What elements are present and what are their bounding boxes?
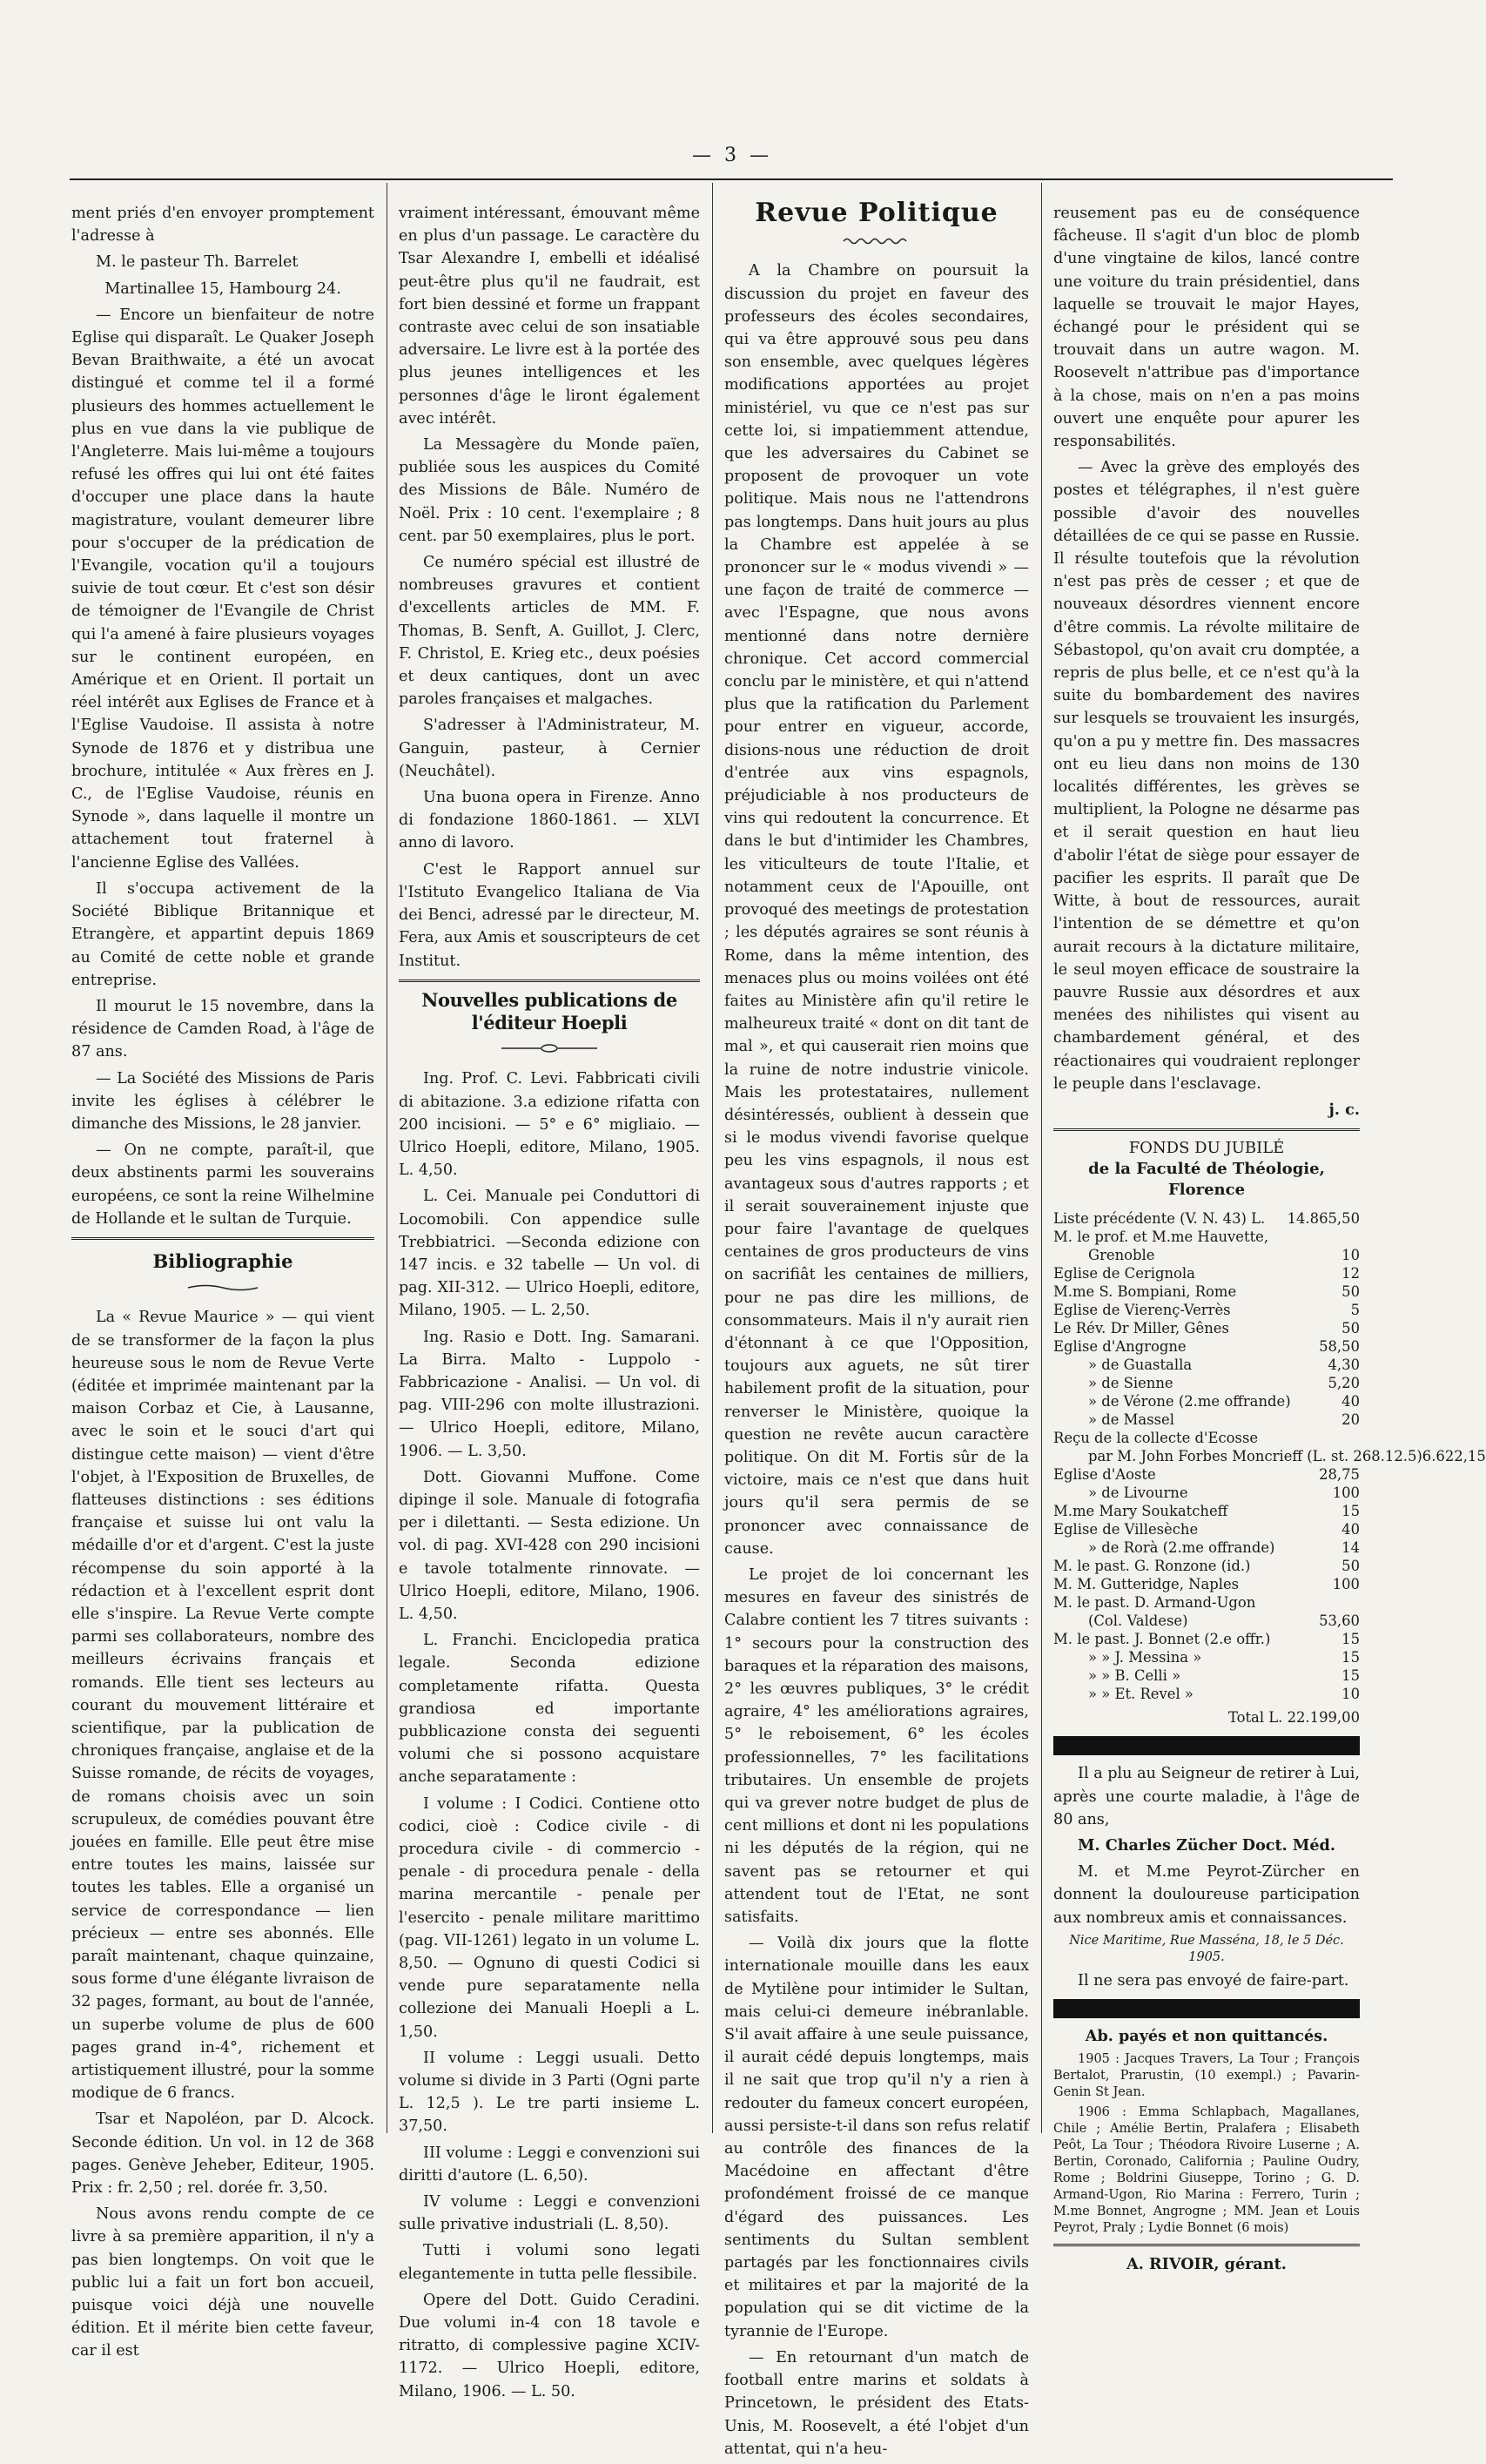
ornament-icon xyxy=(724,230,1029,252)
column-3 xyxy=(724,198,1029,2464)
section-title: Nouvelles publications de l'éditeur Hoepli xyxy=(421,988,677,1033)
paragraph: reusement pas eu de conséquence fâcheuse. Il s'agit d'un bloc de plomb d'une vingtaine de kilos, lancé contre une voiture du train présidentiel, dans laquelle se trouvait le major Hayes, échangé pour le président qui se trouvait dans un autre wagon. M. Roosevelt n'attribue pas d'importance à la chose, mais on n'en a pas moins ouvert une enquête pour apurer les responsabilités. xyxy=(1053,205,1360,451)
jubile-donor: » de Sienne xyxy=(1088,1375,1173,1392)
jubile-donor: M. le past. D. Armand-Ugon xyxy=(1053,1594,1256,1612)
paragraph: C'est le Rapport annuel sur l'Istituto Evangelico Italiana de Via dei Benci, adressé par le directeur, M. Fera, aux Amis et souscripteurs de cet Institut. xyxy=(399,860,700,970)
paragraph: — Voilà dix jours que la flotte internationale mouille dans les eaux de Mytilène pour intimider le Sultan, mais celui-ci demeure inébranlable. S'il avait affaire à une seule puissance, il aurait cédé depuis longtemps, mais il ne sait que trop qu'il n'y a rien à redouter du fameux concert européen, aussi persiste-t-il dans son refus relatif au contrôle des finances de la Macédoine en affectant d'être profondément froissé de ce manque d'égard des puissances. Les sentiments du Sultan semblent partagés par les fonctionnaires civils et militaires et par la majorité de la population qui se dit victime de la tyrannie de l'Europe. xyxy=(724,1935,1029,2340)
jubile-row xyxy=(1053,1538,1360,1557)
jubile-donor: » de Guastalla xyxy=(1088,1357,1193,1374)
jubile-donor: Le Rév. Dr Miller, Gênes xyxy=(1053,1320,1229,1337)
jubile-donor: Grenoble xyxy=(1088,1247,1155,1264)
jubile-donor: M.me Mary Soukatcheff xyxy=(1053,1503,1228,1520)
column-2 xyxy=(399,202,700,2407)
jubile-amount: 15 xyxy=(1341,1631,1360,1648)
jubile-row xyxy=(1053,1429,1360,1447)
jubile-donor: Eglise de Cerignola xyxy=(1053,1265,1195,1282)
jubile-amount xyxy=(1299,1593,1360,1612)
jubile-amount: 40 xyxy=(1341,1393,1360,1410)
jubile-donor: (Col. Valdese) xyxy=(1088,1612,1188,1630)
paragraph: ment priés d'en envoyer promptement l'adresse à xyxy=(71,205,374,246)
paragraph: I volume : I Codici. Contiene otto codici, cioè : Codice civile - di procedura civile - di commercio - penale - di procedura penale - della marina mercantile - penale per l'esercito - penale militare marittimo (pag. VII-1261) legato in un volume L. 8,50. — Ognuno di questi Codici si vende pure separatamente nella collezione dei Manuali Hoepli a L. 1,50. xyxy=(399,1794,700,2041)
jubile-amount: 4,30 xyxy=(1328,1357,1360,1374)
header-rule xyxy=(70,178,1393,180)
jubile-donor: » » Et. Revel » xyxy=(1088,1686,1194,1703)
section-divider xyxy=(1053,2244,1360,2246)
mourning-bar xyxy=(1053,1736,1360,1755)
jubile-row xyxy=(1053,1337,1360,1356)
jubile-row xyxy=(1053,1575,1360,1593)
deceased-name: M. Charles Zücher Doct. Méd. xyxy=(1077,1835,1335,1855)
jubile-row xyxy=(1053,1465,1360,1484)
jubile-amount: 10 xyxy=(1341,1247,1360,1264)
jubile-row xyxy=(1053,1392,1360,1410)
paragraph: — La Société des Missions de Paris invite les églises à célébrer le dimanche des Missions, le 28 janvier. xyxy=(71,1069,374,1133)
paragraph: Il a plu au Seigneur de retirer à Lui, après une courte maladie, à l'âge de 80 ans, xyxy=(1053,1765,1360,1828)
jubile-row xyxy=(1053,1447,1486,1465)
jubile-donor: » » J. Messina » xyxy=(1088,1649,1202,1666)
mourning-bar xyxy=(1053,1999,1360,2018)
jubile-amount xyxy=(1299,1228,1360,1246)
jubile-row xyxy=(1053,1612,1360,1630)
paragraph: Tutti i volumi sono legati elegantemente in tutta pelle flessibile. xyxy=(399,2242,700,2283)
paragraph: L. Cei. Manuale pei Conduttori di Locomobili. Con appendice sulle Trebbiatrici. —Seconda edizione con 147 incis. e 32 tabelle — Un vol. di pag. XII-312. — Ulrico Hoepli, editore, Milano, 1905. — L. 2,50. xyxy=(399,1188,700,1320)
jubile-row xyxy=(1053,1209,1360,1228)
paragraph: Il ne sera pas envoyé de faire-part. xyxy=(1078,1971,1349,1989)
jubile-amount: 53,60 xyxy=(1319,1612,1360,1630)
jubile-row xyxy=(1053,1593,1360,1612)
jubile-amount: 15 xyxy=(1341,1503,1360,1520)
jubile-amount: 20 xyxy=(1341,1411,1360,1429)
subscriptions-title: Ab. payés et non quittancés. xyxy=(1085,2026,1328,2045)
jubile-donor: » de Rorà (2.me offrande) xyxy=(1088,1539,1275,1557)
column-1 xyxy=(71,202,374,2366)
jubile-donor: M. le prof. et M.me Hauvette, xyxy=(1053,1229,1269,1246)
subscriptions-1905: 1905 : Jacques Travers, La Tour ; François Bertalot, Prarustin, (10 exempl.) ; Pavarin-Genin St Jean. xyxy=(1053,2052,1360,2100)
paragraph: M. et M.me Peyrot-Zürcher en donnent la douloureuse participation aux nombreux amis et connaissances. xyxy=(1053,1863,1360,1927)
jubile-amount: 58,50 xyxy=(1319,1338,1360,1356)
jubile-amount: 100 xyxy=(1332,1484,1360,1502)
jubile-amount: 100 xyxy=(1332,1576,1360,1593)
section-divider xyxy=(1053,1128,1360,1131)
jubile-donor: Reçu de la collecte d'Ecosse xyxy=(1053,1430,1259,1447)
jubile-title-line: FONDS DU JUBILÉ xyxy=(1128,1139,1285,1158)
paragraph: A la Chambre on poursuit la discussion du projet en faveur des professeurs des écoles secondaires, qui va être approuvé sous peu dans son ensemble, avec quelques légères modifications apportées au projet ministériel, vu que ce n'est pas sur cette loi, si impatiemment attendue, que les adversaires du Cabinet se proposent de provoquer un vote politique. Mais nous ne l'attendrons pas longtemps. Dans huit jours au plus la Chambre est appelée à se prononcer sur le « modus vivendi » — une façon de traité de commerce — avec l'Espagne, que nous avons mentionné dans notre dernière chronique. Cet accord commercial conclu par le ministère, et qui n'attend plus que la ratification du Parlement pour entrer en vigueur, accorde, disions-nous une réduction de droit d'entrée aux vins espagnols, préjudiciable à nos producteurs de vins qui redoutent la concurrence. Et dans le but d'intimider les Chambres, les viticulteurs de toute l'Italie, et notamment ceux de l'Apouille, ont provoqué des meetings de protestation ; les députés agraires se sont réunis à Rome, dans la même intention, des menaces plus ou moins voilées ont été faites au Ministère afin qu'il retire le malheureux traité « dont on dit tant de mal », et qui causerait rien moins que la ruine de notre industrie vinicole. Mais les protestataires, nullement désintéressés, oublient à dessein que si le modus vivendi favorise quelque peu les vins espagnols, il nous est avantageux sous d'autres rapports ; et il serait souverainement injuste que pour faire l'avantage de quelques centaines de gros producteurs de vins on sacrifiât les centaines de milliers, pour ne pas dire les millions, de consommateurs. Mais il n'y aurait rien d'étonnant à ce que l'Opposition, toujours aux aguets, ne sût tirer habilement profit de la situation, pour renverser le Ministère, quoique la question ne revête aucun caractère politique. On dit M. Fortis sûr de la victoire, mais ce n'est que dans huit jours qu'il sera permis de se prononcer avec connaissance de cause. xyxy=(724,262,1029,1558)
paragraph: Ing. Prof. C. Levi. Fabbricati civili di abitazione. 3.a edizione rifatta con 200 incisioni. — 5° e 6° migliaio. — Ulrico Hoepli, editore, Milano, 1905. L. 4,50. xyxy=(399,1070,700,1180)
jubile-row xyxy=(1053,1685,1360,1703)
jubile-row xyxy=(1053,1648,1360,1666)
ornament-icon xyxy=(399,1038,700,1060)
paragraph: Dott. Giovanni Muffone. Come dipinge il sole. Manuale di fotografia per i dilettanti. — Sesta edizione. Un vol. di pag. XVI-428 con 290 incisioni e tavole totalmente rinnovate. — Ulrico Hoepli, editore, Milano, 1906. L. 4,50. xyxy=(399,1468,700,1623)
signature: j. c. xyxy=(1328,1100,1360,1119)
ornament-icon xyxy=(71,1276,374,1299)
jubile-row xyxy=(1053,1666,1360,1685)
jubile-row xyxy=(1053,1264,1360,1282)
paragraph: Tsar et Napoléon, par D. Alcock. Seconde édition. Un vol. in 12 de 368 pages. Genève Jeheber, Editeur, 1905. Prix : fr. 2,50 ; rel. dorée fr. 3,50. xyxy=(71,2111,374,2198)
paragraph: Opere del Dott. Guido Ceradini. Due volumi in-4 con 18 tavole e ritratto, di complessive pagine XCIV-1172. — Ulrico Hoepli, editore, Milano, 1906. — L. 50. xyxy=(399,2291,700,2400)
paragraph: Una buona opera in Firenze. Anno di fondazione 1860-1861. — XLVI anno di lavoro. xyxy=(399,789,700,852)
jubile-amount: 50 xyxy=(1341,1283,1360,1301)
jubile-amount: 14.865,50 xyxy=(1287,1210,1360,1228)
jubile-row xyxy=(1053,1502,1360,1520)
jubile-row xyxy=(1053,1410,1360,1429)
jubile-amount: 50 xyxy=(1341,1320,1360,1337)
jubile-donor: Liste précédente (V. N. 43) L. xyxy=(1053,1210,1266,1228)
paragraph: La « Revue Maurice » — qui vient de se transformer de la façon la plus heureuse sous le nom de Revue Verte (éditée et imprimée maintenant par la maison Corbaz et Cie, à Lausanne, avec le soin et le souci d'art qui distingue cette maison) — vient d'être l'objet, à l'Exposition de Bruxelles, de flatteuses distinctions : ses éditions française et suisse lui ont valu la médaille d'or et d'argent. C'est la juste récompense du soin apporté à la rédaction et à l'excellent esprit dont elle s'inspire. La Revue Verte compte parmi ses collaborateurs, nombre des meilleurs écrivains français et romands. Elle tient ses lecteurs au courant du mouvement littéraire et scientifique, par la publication de chroniques française, anglaise et de la Suisse romande, de récits de voyages, de romans choisis avec un soin scrupuleux, de comédies pouvant être jouées en famille. Elle peut être mise entre toutes les mains, laissée sur toutes les tables. Elle a organisé un service de correspondance — lien précieux — entre ses abonnés. Elle paraît maintenant, chaque quinzaine, sous forme d'une élégante livraison de 32 pages, formant, au bout de l'année, un superbe volume de plus de 600 pages grand in-4°, richement et artistiquement illustré, pour la somme modique de 6 francs. xyxy=(71,1309,374,2103)
column-rule xyxy=(712,183,713,2133)
jubile-row xyxy=(1053,1484,1360,1502)
jubile-row xyxy=(1053,1557,1360,1575)
jubile-amount: 15 xyxy=(1341,1667,1360,1685)
paragraph: Il s'occupa activement de la Société Biblique Britannique et Etrangère, et appartint depuis 1869 au Comité de cette noble et grande entreprise. xyxy=(71,879,374,989)
jubile-donor: M. le past. J. Bonnet (2.e offr.) xyxy=(1053,1631,1271,1648)
jubile-subtitle: de la Faculté de Théologie, Florence xyxy=(1088,1160,1325,1200)
column-rule xyxy=(1041,183,1042,2133)
jubile-donor: » de Massel xyxy=(1088,1411,1174,1429)
jubile-donor: Eglise de Villesèche xyxy=(1053,1521,1199,1538)
jubile-donor: Eglise d'Aoste xyxy=(1053,1466,1156,1484)
section-divider xyxy=(71,1237,374,1240)
jubile-list xyxy=(1053,1209,1486,1703)
paragraph: — Avec la grève des employés des postes et télégraphes, il n'est guère possible d'avoir des nouvelles détaillées de ce qui se passe en Russie. Il résulte toutefois que la révolution n'est pas près de cesser ; et que de nouveaux désordres viennent encore d'être commis. La révolte militaire de Sébastopol, qu'on avait cru domptée, a repris de plus belle, et ce n'est qu'à la suite du bombardement des navires sur lesquels se trouvaient les insurgés, qu'on a pu y mettre fin. Des massacres ont eu lieu dans non moins de 130 localités différentes, les grèves se multiplient, la Pologne ne désarme pas et il serait question en haut lieu d'abolir l'état de siège pour essayer de pacifier les esprits. Il paraît que De Witte, à bout de ressources, aurait l'intention de se démettre et qu'on aurait recours à la dictature militaire, le seul moyen efficace de soustraire la pauvre Russie aux désordres et aux menées des nihilistes qui visent au chambardement général, et des réactionaires qui voudraient replonger le peuple dans l'esclavage. xyxy=(1053,459,1360,1093)
jubile-amount: 12 xyxy=(1341,1265,1360,1282)
jubile-amount xyxy=(1299,1429,1360,1447)
jubile-title xyxy=(1053,1138,1360,1201)
jubile-row xyxy=(1053,1630,1360,1648)
paragraph: III volume : Leggi e convenzioni sui diritti d'autore (L. 6,50). xyxy=(399,2144,700,2185)
jubile-total: Total L. 22.199,00 xyxy=(1227,1709,1360,1727)
section-title: Bibliographie xyxy=(152,1249,293,1272)
jubile-amount: 50 xyxy=(1341,1558,1360,1575)
paragraph: L. Franchi. Enciclopedia pratica legale. Seconda edizione completamente rifatta. Questa grandiosa ed importante pubblicazione consta dei seguenti volumi che si possono acquistare anche separatamente : xyxy=(399,1632,700,1787)
jubile-amount: 14 xyxy=(1341,1539,1360,1557)
section-divider xyxy=(399,980,700,982)
jubile-donor: par M. John Forbes Moncrieff (L. st. 268.12.5) xyxy=(1088,1448,1422,1465)
paragraph: S'adresser à l'Administrateur, M. Ganguin, pasteur, à Cernier (Neuchâtel). xyxy=(399,717,700,780)
jubile-row xyxy=(1053,1374,1360,1392)
paragraph: Ing. Rasio e Dott. Ing. Samarani. La Birra. Malto - Luppolo - Fabbricazione - Analisi. — Un vol. di pag. VIII-296 con molte illustrazioni. — Ulrico Hoepli, editore, Milano, 1906. — L. 3,50. xyxy=(399,1328,700,1460)
jubile-row xyxy=(1053,1319,1360,1337)
paragraph: — En retournant d'un match de football entre marins et soldats à Princetown, le président des Etats-Unis, M. Roosevelt, a été l'objet d'un attentat, qui n'a heu- xyxy=(724,2348,1029,2458)
paragraph: IV volume : Leggi e convenzioni sulle privative industriali (L. 8,50). xyxy=(399,2193,700,2234)
paragraph: vraiment intéressant, émouvant même en plus d'un passage. Le caractère du Tsar Alexandre I, embelli et idéalisé peut-être plus qu'il ne faudrait, est fort bien dessiné et forme un frappant contraste avec celui de son insatiable adversaire. Le livre est à la portée des plus jeunes intelligences et les personnes d'âge le liront également avec intérêt. xyxy=(399,205,700,427)
paragraph: II volume : Leggi usuali. Detto volume si divide in 3 Parti (Ogni parte L. 12,5 ). Le tre parti insieme L. 37,50. xyxy=(399,2049,700,2136)
jubile-amount: 28,75 xyxy=(1319,1466,1360,1484)
jubile-amount: 5,20 xyxy=(1328,1375,1360,1392)
paragraph: Le projet de loi concernant les mesures en faveur des sinistrés de Calabre contient les 7 titres suivants : 1° secours pour la construction des baraques et la réparation des maisons, 2° les œuvres publiques, 3° le crédit agraire, 4° les améliorations agraires, 5° le reboisement, 6° les écoles professionnelles, 7° les facilitations tributaires. Un ensemble de projets qui va grever notre budget de plus de cent millions et dont ni les populations ni les députés de la région, qui ne savent pas se retourner et qui attendent tout de l'Etat, ne sont satisfaits. xyxy=(724,1565,1029,1927)
paragraph: Nous avons rendu compte de ce livre à sa première apparition, il n'y a pas bien longtemps. On voit que le public lui a fait un fort bon accueil, puisque voici déjà une nouvelle édition. Et il mérite bien cette faveur, car il est xyxy=(71,2205,374,2360)
jubile-donor: M. M. Gutteridge, Naples xyxy=(1053,1576,1240,1593)
jubile-donor: Eglise d'Angrogne xyxy=(1053,1338,1187,1356)
subscriptions-1906: 1906 : Emma Schlapbach, Magallanes, Chile ; Amélie Bertin, Pralafera ; Elisabeth Peôt, La Tour ; Théodora Rivoire Luserne ; A. Bertin, Coronado, California ; Pauline Oudry, Rome ; Boldrini Giuseppe, Torino ; G. D. Armand-Ugon, Rio Marina : Ferrero, Turin ; M.me Bonnet, Angrogne ; MM. Jean et Louis Peyrot, Praly ; Lydie Bonnet (6 mois) xyxy=(1053,2105,1360,2236)
page-number: — 3 — xyxy=(692,145,772,166)
jubile-amount: 6.622,15 xyxy=(1422,1448,1486,1465)
jubile-amount: 5 xyxy=(1350,1302,1360,1319)
jubile-row xyxy=(1053,1228,1360,1246)
jubile-donor: » de Vérone (2.me offrande) xyxy=(1088,1393,1291,1410)
paragraph: Il mourut le 15 novembre, dans la résidence de Camden Road, à l'âge de 87 ans. xyxy=(71,997,374,1061)
gerant-signature: A. RIVOIR, gérant. xyxy=(1126,2255,1287,2274)
jubile-donor: » de Livourne xyxy=(1088,1484,1188,1502)
jubile-row xyxy=(1053,1282,1360,1301)
jubile-row xyxy=(1053,1520,1360,1538)
jubile-donor: M.me S. Bompiani, Rome xyxy=(1053,1283,1237,1301)
jubile-donor: » » B. Celli » xyxy=(1088,1667,1181,1685)
paragraph: — On ne compte, paraît-il, que deux abstinents parmi les souverains européens, ce sont la reine Wilhelmine de Hollande et le sultan de Turquie. xyxy=(71,1141,374,1228)
jubile-row xyxy=(1053,1301,1360,1319)
jubile-donor: Eglise de Vierenç-Verrès xyxy=(1053,1302,1231,1319)
paragraph: Ce numéro spécial est illustré de nombreuses gravures et contient d'excellents articles de MM. F. Thomas, B. Senft, A. Guillot, J. Clerc, F. Christol, E. Krieg etc., deux poésies et deux cantiques, dont un avec paroles françaises et malgaches. xyxy=(399,554,700,709)
jubile-row xyxy=(1053,1356,1360,1374)
jubile-donor: M. le past. G. Ronzone (id.) xyxy=(1053,1558,1251,1575)
column-4 xyxy=(1053,202,1486,2279)
address-line: Martinallee 15, Hambourg 24. xyxy=(104,279,341,298)
jubile-amount: 15 xyxy=(1341,1649,1360,1666)
jubile-amount: 40 xyxy=(1341,1521,1360,1538)
paragraph: — Encore un bienfaiteur de notre Eglise qui disparaît. Le Quaker Joseph Bevan Braithwaite, a été un avocat distingué et comme tel il a formé plusieurs des hommes actuellement le plus en vue dans la vie publique de l'Angleterre. Mais lui-même a toujours refusé les offres qui lui ont été faites d'occuper une place dans la haute magistrature, voulant demeurer libre pour s'occuper de la prédication de l'Evangile, vocation qu'il a toujours suivie de tout cœur. Et c'est son désir de témoigner de l'Evangile de Christ qui l'a amené à faire plusieurs voyages sur le continent européen, en Amérique et en Orient. Il portait un réel intérêt aux Eglises de France et à l'Eglise Vaudoise. Il assista à notre Synode de 1876 et y distribua une brochure, intitulée « Aux frères en J. C., de l'Eglise Vaudoise, réunis en Synode », dans laquelle il montre un attachement tout fraternel à l'ancienne Eglise des Vallées. xyxy=(71,306,374,872)
jubile-amount: 10 xyxy=(1341,1686,1360,1703)
address-line: M. le pasteur Th. Barrelet xyxy=(96,253,299,272)
jubile-row xyxy=(1053,1246,1360,1264)
section-title: Revue Politique xyxy=(755,198,999,228)
place-date: Nice Maritime, Rue Masséna, 18, le 5 Déc. 1905. xyxy=(1069,1933,1344,1964)
paragraph: La Messagère du Monde païen, publiée sous les auspices du Comité des Missions de Bâle. Numéro de Noël. Prix : 10 cent. l'exemplaire ; 8 cent. par 50 exemplaires, plus le port. xyxy=(399,436,700,545)
